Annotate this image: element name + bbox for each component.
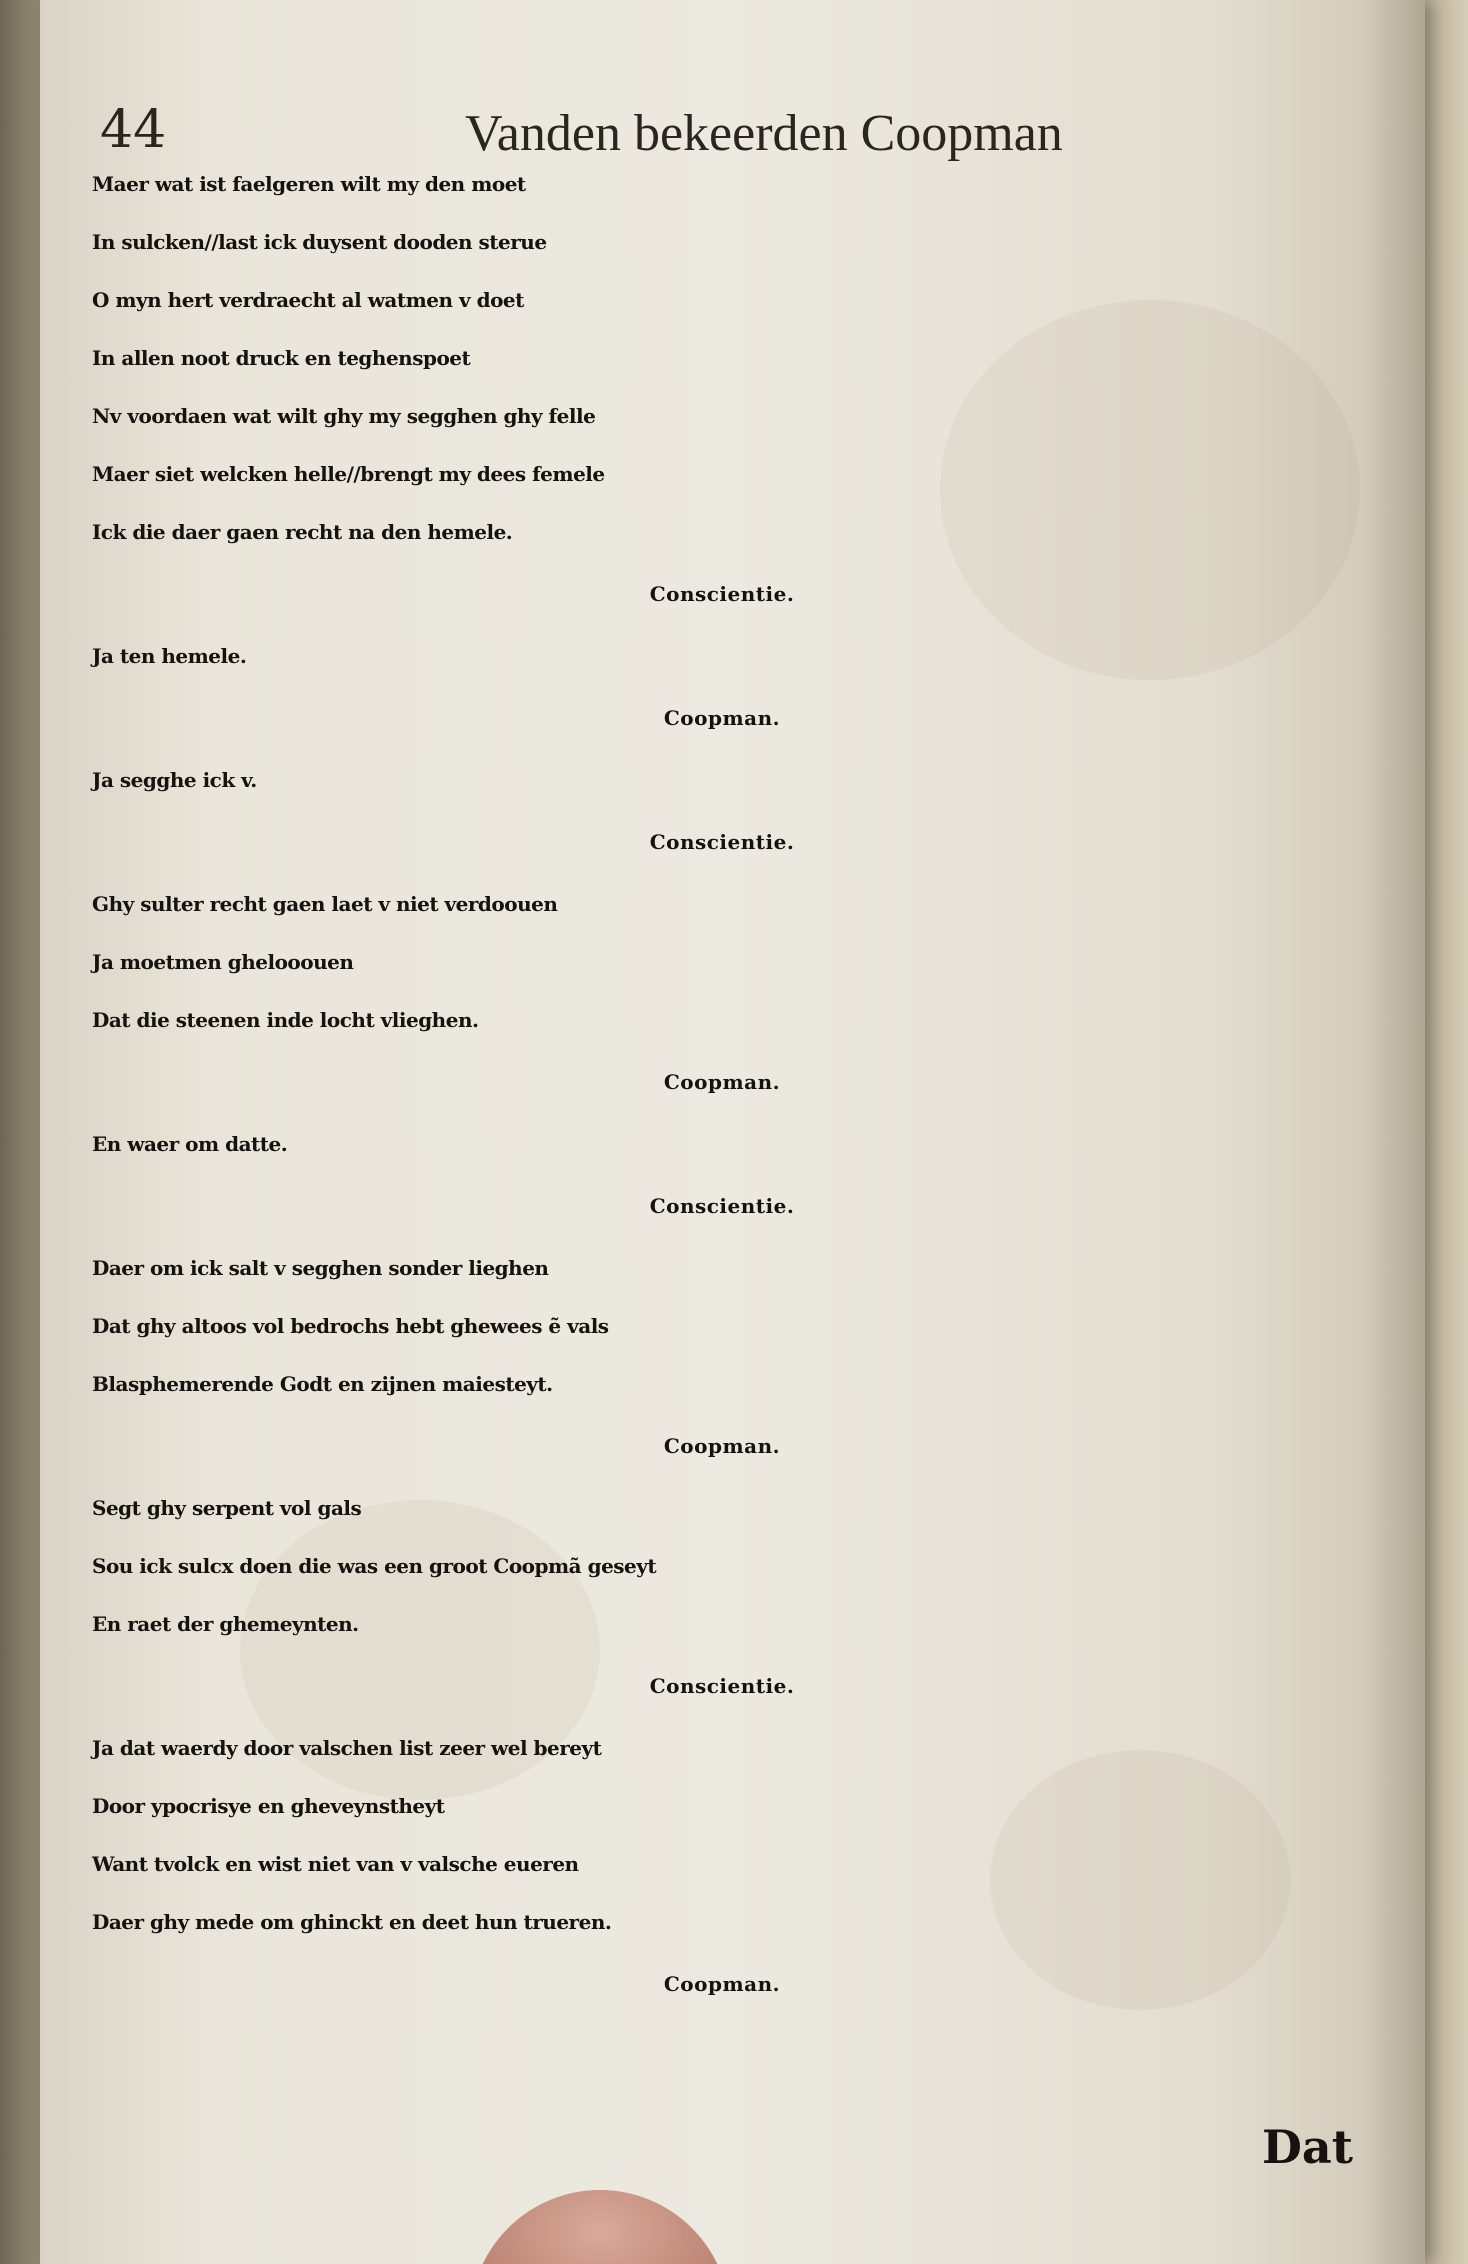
verse-line: In allen noot druck en teghenspoet (92, 346, 471, 370)
verse-line: Door ypocrisye en gheveynstheyt (92, 1794, 445, 1818)
dialogue-text (92, 155, 1352, 2017)
catchword: Dat (1262, 2120, 1353, 2174)
speaker-heading: Conscientie. (649, 1674, 795, 1698)
running-title: Vanden bekeerden Coopman (465, 105, 1063, 162)
verse-line: Ja ten hemele. (92, 644, 247, 668)
page-edge-shadow (1365, 0, 1425, 2264)
background-cloth (1418, 0, 1468, 2264)
speaker-heading: Coopman. (663, 1070, 781, 1094)
speaker-heading: Conscientie. (649, 830, 795, 854)
verse-line: Nv voordaen wat wilt ghy my segghen ghy felle (92, 404, 596, 428)
verse-line: Ja moetmen ghelooouen (92, 950, 354, 974)
verse-line: Ghy sulter recht gaen laet v niet verdoouen (92, 892, 558, 916)
speaker-heading: Coopman. (663, 1434, 781, 1458)
verse-line: Ick die daer gaen recht na den hemele. (92, 520, 513, 544)
verse-line: Want tvolck en wist niet van v valsche eueren (92, 1852, 579, 1876)
verse-line: Sou ick sulcx doen die was een groot Coopmã geseyt (92, 1554, 657, 1578)
verse-line: Ja segghe ick v. (92, 768, 257, 792)
verse-line: Maer wat ist faelgeren wilt my den moet (92, 172, 526, 196)
verse-line: Daer om ick salt v segghen sonder lieghen (92, 1256, 549, 1280)
verse-line: Blasphemerende Godt en zijnen maiesteyt. (92, 1372, 553, 1396)
speaker-heading: Conscientie. (649, 1194, 795, 1218)
verse-line: Segt ghy serpent vol gals (92, 1496, 362, 1520)
verse-line: En waer om datte. (92, 1132, 288, 1156)
speaker-heading: Coopman. (663, 1972, 781, 1996)
verse-line: En raet der ghemeynten. (92, 1612, 359, 1636)
speaker-heading: Conscientie. (649, 582, 795, 606)
verse-line: Ja dat waerdy door valschen list zeer wel bereyt (92, 1736, 602, 1760)
page-number: 44 (100, 100, 167, 160)
verse-line: Daer ghy mede om ghinckt en deet hun trueren. (92, 1910, 612, 1934)
verse-line: Dat ghy altoos vol bedrochs hebt ghewees ẽ vals (92, 1314, 609, 1338)
verse-line: In sulcken//last ick duysent dooden sterue (92, 230, 547, 254)
verse-line: Maer siet welcken helle//brengt my dees femele (92, 462, 605, 486)
speaker-heading: Coopman. (663, 706, 781, 730)
verse-line: O myn hert verdraecht al watmen v doet (92, 288, 524, 312)
verse-line: Dat die steenen inde locht vlieghen. (92, 1008, 479, 1032)
